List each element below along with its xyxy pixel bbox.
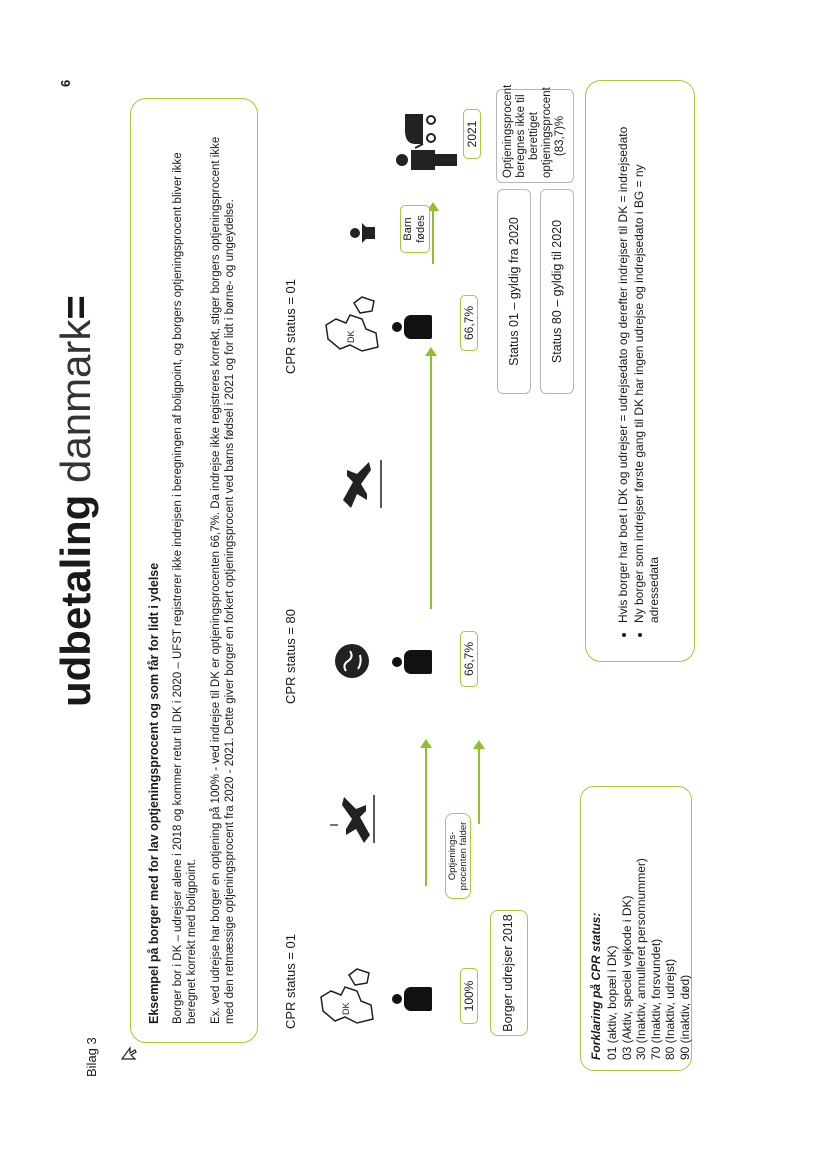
timeline-arrow-1: [425, 741, 427, 886]
family-stroller-icon: [395, 102, 459, 174]
svg-text:DK: DK: [346, 330, 356, 343]
departure-plane-icon: [330, 791, 376, 849]
legend-item: 80 (Inaktiv, udrejst): [663, 958, 677, 1060]
cursor-icon: [120, 1040, 138, 1062]
note-item: • Ny borger som indrejser første gang til DK har ingen udrejse og indrejsedato i BG = ny adressedata: [632, 99, 662, 623]
notes-box: [585, 80, 695, 662]
cpr-legend-box: [580, 786, 692, 1071]
cpr-status-label-3: CPR status = 01: [283, 278, 298, 374]
falls-note: Optjenings-procenten falder: [445, 813, 471, 899]
timeline-arrow-2: [478, 742, 480, 824]
pct-start-badge: 100%: [460, 968, 478, 1024]
person-icon: [392, 984, 432, 1014]
arrival-plane-icon: [335, 454, 383, 514]
svg-text:DK: DK: [341, 1002, 351, 1015]
denmark-map-icon: [315, 963, 377, 1031]
legend-item: 70 (Inaktiv, forsvundet): [648, 938, 663, 1060]
globe-icon: [332, 641, 372, 681]
intro-box: [130, 98, 258, 1043]
legend-item: 30 (Inaktiv, annulleret personnummer): [634, 858, 648, 1060]
cpr-status-label-2: CPR status = 80: [283, 608, 298, 704]
legend-title: Forklaring på CPR status:: [589, 912, 603, 1060]
pct-mid-badge: 66,7%: [460, 631, 478, 687]
denmark-map-icon-return: [320, 291, 382, 359]
baby-icon: [348, 219, 376, 247]
year-end-badge: 2021: [463, 109, 481, 159]
legend-item: 03 (Aktiv, speciel vejkode i DK): [619, 895, 634, 1060]
status-01-box: Status 01 – gyldig fra 2020: [497, 189, 531, 394]
intro-title: Eksempel på borger med for lav optjeningsprocent og som får for lidt i ydelse: [147, 562, 161, 1024]
person-icon: [392, 312, 432, 342]
legend-item: 90 (inaktiv, død): [677, 974, 692, 1060]
child-born-note: Barn fødes: [400, 205, 430, 253]
cpr-status-label-1: CPR status = 01: [283, 933, 298, 1029]
person-icon: [392, 647, 432, 677]
pct-return-badge: 66,7%: [460, 295, 478, 351]
attachment-label: Bilag 3: [84, 1037, 99, 1077]
emigrate-box: Borger udrejser 2018: [490, 910, 528, 1036]
brand-logo: udbetaling danmark=: [52, 295, 99, 707]
timeline-arrow-3: [430, 349, 432, 609]
intro-paragraph-2: Ex. ved udrejse har borger en optjening på 100% - ved indrejse til DK er optjeningsprocenten 66,7%. Da indrejse ikke registreres korrekt, stiger borgers optjeningsprocent ikke med den retmæssige optjeningsprocent fra 2020 - 2021. Dette giver borger en forkert optjeningsprocent ved barns fødsel i 2021 og for lidt i børne- og ungeydelse.: [210, 136, 236, 1024]
note-item: • Hvis borger har boet i DK og udrejser = udrejsedato og derefter indrejser til DK = indrejsedato: [616, 99, 631, 623]
status-80-box: Status 80 – gyldig til 2020: [540, 189, 574, 394]
intro-paragraph-1: Borger bor i DK – udrejser alene i 2018 og kommer retur til DK i 2020 – UFST registrerer ikke indrejsen i beregningen af boligpoint, og borgers optjeningsprocent bliver ikke beregnet korrekt med boligpoint.: [172, 152, 198, 1024]
legend-item: 01 (aktiv, bopæl i DK): [605, 945, 619, 1060]
not-calculated-box: Optjeningsprocent beregnes ikke til berettiget optjeningsprocent (83,7)%: [496, 89, 574, 183]
page-number: 6: [58, 79, 73, 87]
timeline-arrow-4: [432, 204, 434, 264]
